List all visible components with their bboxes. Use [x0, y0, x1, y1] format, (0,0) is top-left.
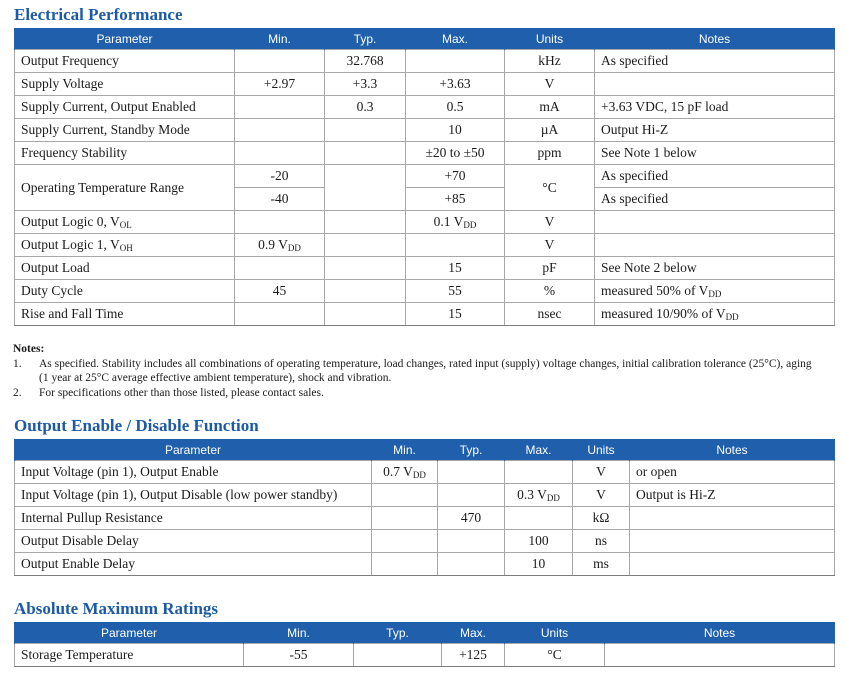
col-header-notes: Notes	[605, 622, 835, 644]
cell-notes	[605, 644, 835, 667]
cell-typ	[438, 484, 505, 507]
col-header-min: Min.	[244, 622, 354, 644]
col-header-typ: Typ.	[438, 439, 505, 461]
cell-typ: 0.3	[325, 96, 406, 119]
cell-units: °C	[505, 165, 595, 211]
cell-units: V	[505, 73, 595, 96]
cell-parameter: Output Load	[15, 257, 235, 280]
cell-typ	[325, 280, 406, 303]
table-row	[15, 211, 835, 234]
cell-typ	[325, 257, 406, 280]
table-row	[15, 142, 835, 165]
table-row	[15, 50, 835, 73]
cell-parameter: Storage Temperature	[15, 644, 244, 667]
col-header-min: Min.	[235, 28, 325, 50]
cell-units: V	[573, 461, 630, 484]
table-row	[15, 553, 835, 576]
cell-min: 0.9 $V_{DD}$	[235, 234, 325, 257]
cell-min	[235, 142, 325, 165]
output-enable-table	[14, 439, 835, 576]
cell-units: kHz	[505, 50, 595, 73]
table-row	[15, 484, 835, 507]
col-header-max: Max.	[505, 439, 573, 461]
col-header-typ: Typ.	[325, 28, 406, 50]
col-header-units: Units	[573, 439, 630, 461]
cell-units: V	[505, 234, 595, 257]
cell-units: %	[505, 280, 595, 303]
cell-max	[406, 234, 505, 257]
output-enable-title: Output Enable / Disable Function	[14, 416, 259, 435]
cell-notes	[595, 211, 835, 234]
cell-typ	[325, 234, 406, 257]
cell-notes: See Note 1 below	[595, 142, 835, 165]
electrical-performance-title: Electrical Performance	[14, 5, 183, 24]
cell-min	[235, 119, 325, 142]
cell-typ: +3.3	[325, 73, 406, 96]
cell-max: 55	[406, 280, 505, 303]
cell-notes: or open	[630, 461, 835, 484]
cell-min: -55	[244, 644, 354, 667]
cell-notes: See Note 2 below	[595, 257, 835, 280]
cell-parameter: Output Logic 0, $V_{OL}$	[15, 211, 235, 234]
cell-units: °C	[505, 644, 605, 667]
cell-notes	[630, 553, 835, 576]
cell-notes: Output Hi-Z	[595, 119, 835, 142]
cell-units: ms	[573, 553, 630, 576]
col-header-max: Max.	[442, 622, 505, 644]
col-header-units: Units	[505, 622, 605, 644]
cell-units: V	[505, 211, 595, 234]
cell-notes: +3.63 VDC, 15 pF load	[595, 96, 835, 119]
cell-typ	[325, 142, 406, 165]
cell-units: nsec	[505, 303, 595, 326]
cell-min	[235, 96, 325, 119]
cell-notes: As specified	[595, 50, 835, 73]
table-row	[15, 280, 835, 303]
cell-notes	[595, 234, 835, 257]
notes-heading: Notes:	[13, 343, 45, 355]
cell-max	[505, 507, 573, 530]
cell-parameter: Rise and Fall Time	[15, 303, 235, 326]
col-header-parameter: Parameter	[15, 439, 372, 461]
cell-notes	[630, 507, 835, 530]
cell-parameter: Supply Current, Output Enabled	[15, 96, 235, 119]
table-row	[15, 530, 835, 553]
electrical-performance-table	[14, 28, 835, 326]
cell-parameter: Duty Cycle	[15, 280, 235, 303]
cell-typ: 32.768	[325, 50, 406, 73]
note-text: For specifications other than those listed, please contact sales.	[39, 386, 324, 399]
cell-max: 0.5	[406, 96, 505, 119]
cell-units: µA	[505, 119, 595, 142]
cell-max	[406, 50, 505, 73]
cell-max: +70	[406, 165, 505, 188]
cell-min: 0.7 $V_{DD}$	[372, 461, 438, 484]
cell-typ: 470	[438, 507, 505, 530]
col-header-parameter: Parameter	[15, 622, 244, 644]
cell-max: 15	[406, 303, 505, 326]
table-row	[15, 303, 835, 326]
cell-parameter: Output Disable Delay	[15, 530, 372, 553]
table-row	[15, 73, 835, 96]
cell-max: +125	[442, 644, 505, 667]
cell-notes	[630, 530, 835, 553]
cell-max: 10	[406, 119, 505, 142]
col-header-notes: Notes	[630, 439, 835, 461]
cell-min	[372, 530, 438, 553]
cell-notes: Output is Hi-Z	[630, 484, 835, 507]
absolute-maximum-table	[14, 622, 835, 667]
table-row	[15, 461, 835, 484]
cell-max: 100	[505, 530, 573, 553]
cell-max: ±20 to ±50	[406, 142, 505, 165]
note-item	[13, 357, 813, 386]
cell-min: +2.97	[235, 73, 325, 96]
table-row	[15, 234, 835, 257]
cell-min: -20	[235, 165, 325, 188]
cell-min	[235, 303, 325, 326]
cell-parameter: Operating Temperature Range	[15, 165, 235, 211]
cell-notes	[595, 73, 835, 96]
cell-units: V	[573, 484, 630, 507]
cell-units: mA	[505, 96, 595, 119]
cell-min	[235, 257, 325, 280]
cell-units: ns	[573, 530, 630, 553]
cell-min	[235, 50, 325, 73]
cell-parameter: Internal Pullup Resistance	[15, 507, 372, 530]
cell-parameter: Input Voltage (pin 1), Output Disable (low power standby)	[15, 484, 372, 507]
col-header-notes: Notes	[595, 28, 835, 50]
cell-parameter: Frequency Stability	[15, 142, 235, 165]
table-header-row	[15, 439, 835, 461]
cell-typ	[325, 119, 406, 142]
cell-parameter: Output Logic 1, $V_{OH}$	[15, 234, 235, 257]
table-row	[15, 644, 835, 667]
cell-parameter: Supply Current, Standby Mode	[15, 119, 235, 142]
table-row	[15, 165, 835, 188]
cell-typ	[438, 530, 505, 553]
cell-min: 45	[235, 280, 325, 303]
cell-parameter: Output Enable Delay	[15, 553, 372, 576]
cell-typ	[354, 644, 442, 667]
cell-units: pF	[505, 257, 595, 280]
cell-notes: measured 10/90% of $V_{DD}$	[595, 303, 835, 326]
cell-parameter: Supply Voltage	[15, 73, 235, 96]
table-header-row	[15, 28, 835, 50]
cell-max	[505, 461, 573, 484]
notes-block	[13, 342, 813, 400]
col-header-max: Max.	[406, 28, 505, 50]
cell-min	[372, 484, 438, 507]
col-header-parameter: Parameter	[15, 28, 235, 50]
table-row	[15, 119, 835, 142]
table-header-row	[15, 622, 835, 644]
cell-min	[372, 553, 438, 576]
cell-notes: As specified	[595, 188, 835, 211]
note-item	[13, 386, 813, 401]
cell-typ	[325, 165, 406, 211]
cell-min	[235, 211, 325, 234]
cell-min	[372, 507, 438, 530]
cell-parameter: Input Voltage (pin 1), Output Enable	[15, 461, 372, 484]
cell-typ	[325, 211, 406, 234]
note-text: As specified. Stability includes all combinations of operating temperature, load changes, rated input (supply) voltage changes, initial calibration tolerance (25°C), aging (1 year at 25°C average effective ambient temperature), shock and vibration.	[39, 357, 812, 384]
absolute-maximum-title: Absolute Maximum Ratings	[14, 599, 219, 618]
cell-notes: measured 50% of $V_{DD}$	[595, 280, 835, 303]
cell-typ	[325, 303, 406, 326]
cell-units: ppm	[505, 142, 595, 165]
cell-max: 15	[406, 257, 505, 280]
cell-max: 10	[505, 553, 573, 576]
cell-max: +85	[406, 188, 505, 211]
cell-max: +3.63	[406, 73, 505, 96]
note-number: 1.	[13, 357, 22, 370]
col-header-units: Units	[505, 28, 595, 50]
table-row	[15, 96, 835, 119]
col-header-min: Min.	[372, 439, 438, 461]
cell-parameter: Output Frequency	[15, 50, 235, 73]
cell-typ	[438, 553, 505, 576]
cell-typ	[438, 461, 505, 484]
note-number: 2.	[13, 386, 22, 399]
table-row	[15, 507, 835, 530]
cell-max: 0.1 $V_{DD}$	[406, 211, 505, 234]
cell-min: -40	[235, 188, 325, 211]
table-row	[15, 257, 835, 280]
cell-max: 0.3 $V_{DD}$	[505, 484, 573, 507]
col-header-typ: Typ.	[354, 622, 442, 644]
cell-units: kΩ	[573, 507, 630, 530]
cell-notes: As specified	[595, 165, 835, 188]
